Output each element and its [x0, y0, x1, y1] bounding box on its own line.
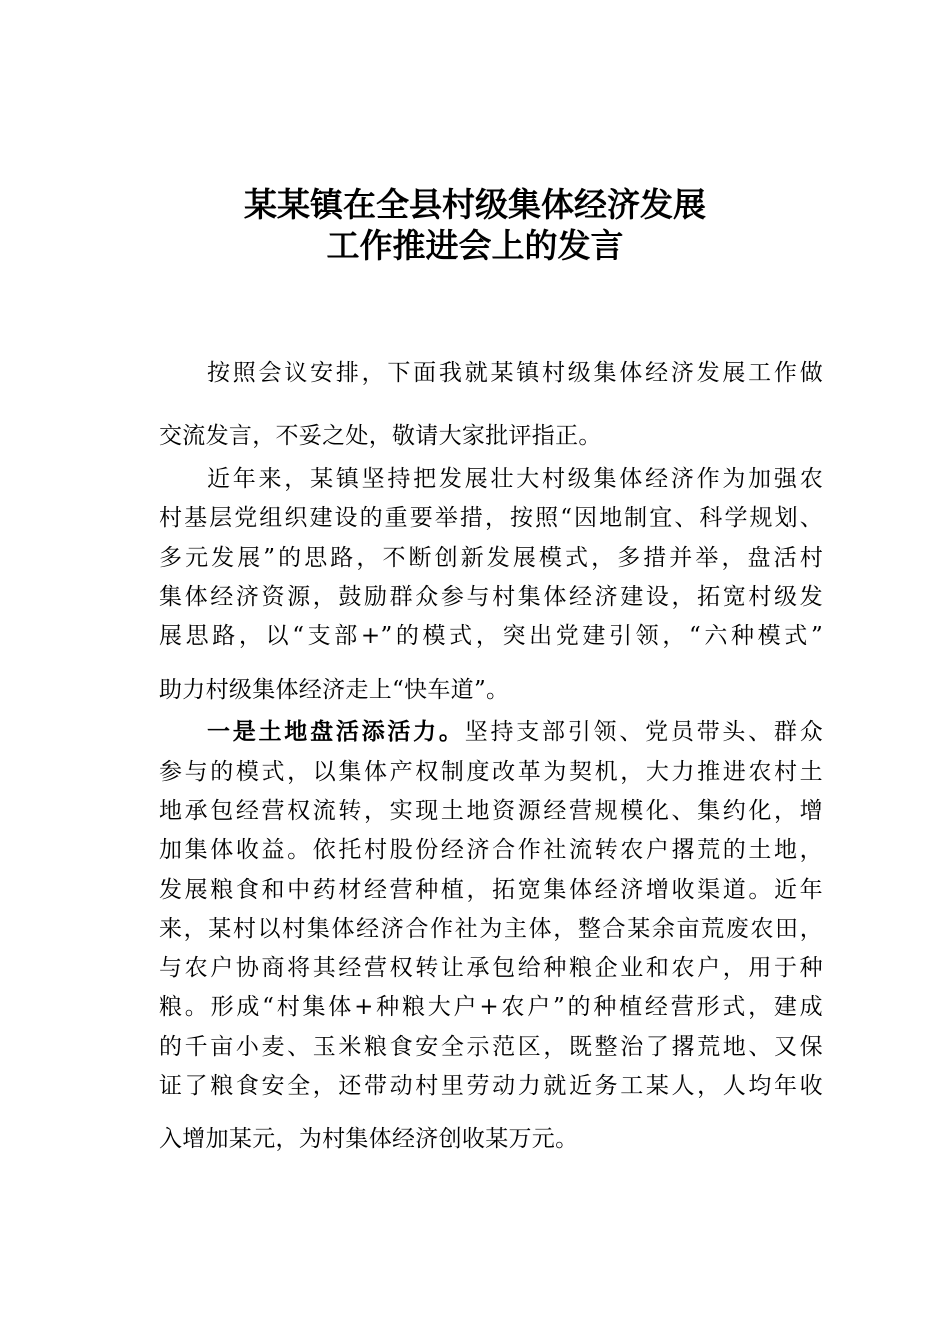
- document-title-line-2: 工作推进会上的发言: [326, 226, 624, 265]
- paragraph-2-line-5: 展思路，以“支部+”的模式，突出党建引领，“六种模式”: [159, 623, 823, 649]
- paragraph-3-line-9: 的千亩小麦、玉米粮食安全示范区，既整治了撂荒地、又保: [159, 1034, 823, 1060]
- paragraph-3-lead: 一是土地盘活添活力。: [207, 718, 465, 745]
- paragraph-3-line-2: 参与的模式，以集体产权制度改革为契机，大力推进农村土: [159, 759, 823, 785]
- paragraph-3-line-3: 地承包经营权流转，实现土地资源经营规模化、集约化，增: [159, 798, 823, 824]
- paragraph-3-line-1-text: 坚持支部引领、党员带头、群众: [464, 719, 824, 745]
- paragraph-3-line-4: 加集体收益。依托村股份经济合作社流转农户撂荒的土地，: [159, 837, 823, 863]
- paragraph-3-line-8: 粮。形成“村集体+种粮大户+农户”的种植经营形式，建成: [159, 994, 823, 1020]
- paragraph-1-line-2: 交流发言，不妥之处，敬请大家批评指正。: [159, 423, 602, 449]
- paragraph-3-line-7: 与农户协商将其经营权转让承包给种粮企业和农户，用于种: [159, 955, 823, 981]
- paragraph-2-line-3: 多元发展”的思路，不断创新发展模式，多措并举，盘活村: [159, 545, 823, 571]
- paragraph-3-line-5: 发展粮食和中药材经营种植，拓宽集体经济增收渠道。近年: [159, 877, 823, 903]
- paragraph-2-line-4: 集体经济资源，鼓励群众参与村集体经济建设，拓宽村级发: [159, 584, 823, 610]
- paragraph-2-line-2: 村基层党组织建设的重要举措，按照“因地制宜、科学规划、: [159, 505, 823, 531]
- paragraph-2-line-6: 助力村级集体经济走上“快车道”。: [159, 677, 510, 703]
- paragraph-3-line-10: 证了粮食安全，还带动村里劳动力就近务工某人，人均年收: [159, 1073, 823, 1099]
- paragraph-3-line-11: 入增加某元，为村集体经济创收某万元。: [159, 1126, 579, 1152]
- paragraph-1-line-1: 按照会议安排，下面我就某镇村级集体经济发展工作做: [207, 360, 823, 386]
- paragraph-3-line-1: [207, 717, 823, 747]
- paragraph-2-line-1: 近年来，某镇坚持把发展壮大村级集体经济作为加强农: [207, 466, 823, 492]
- document-title-line-1: 某某镇在全县村级集体经济发展: [244, 185, 706, 224]
- paragraph-3-line-6: 来，某村以村集体经济合作社为主体，整合某余亩荒废农田，: [159, 916, 823, 942]
